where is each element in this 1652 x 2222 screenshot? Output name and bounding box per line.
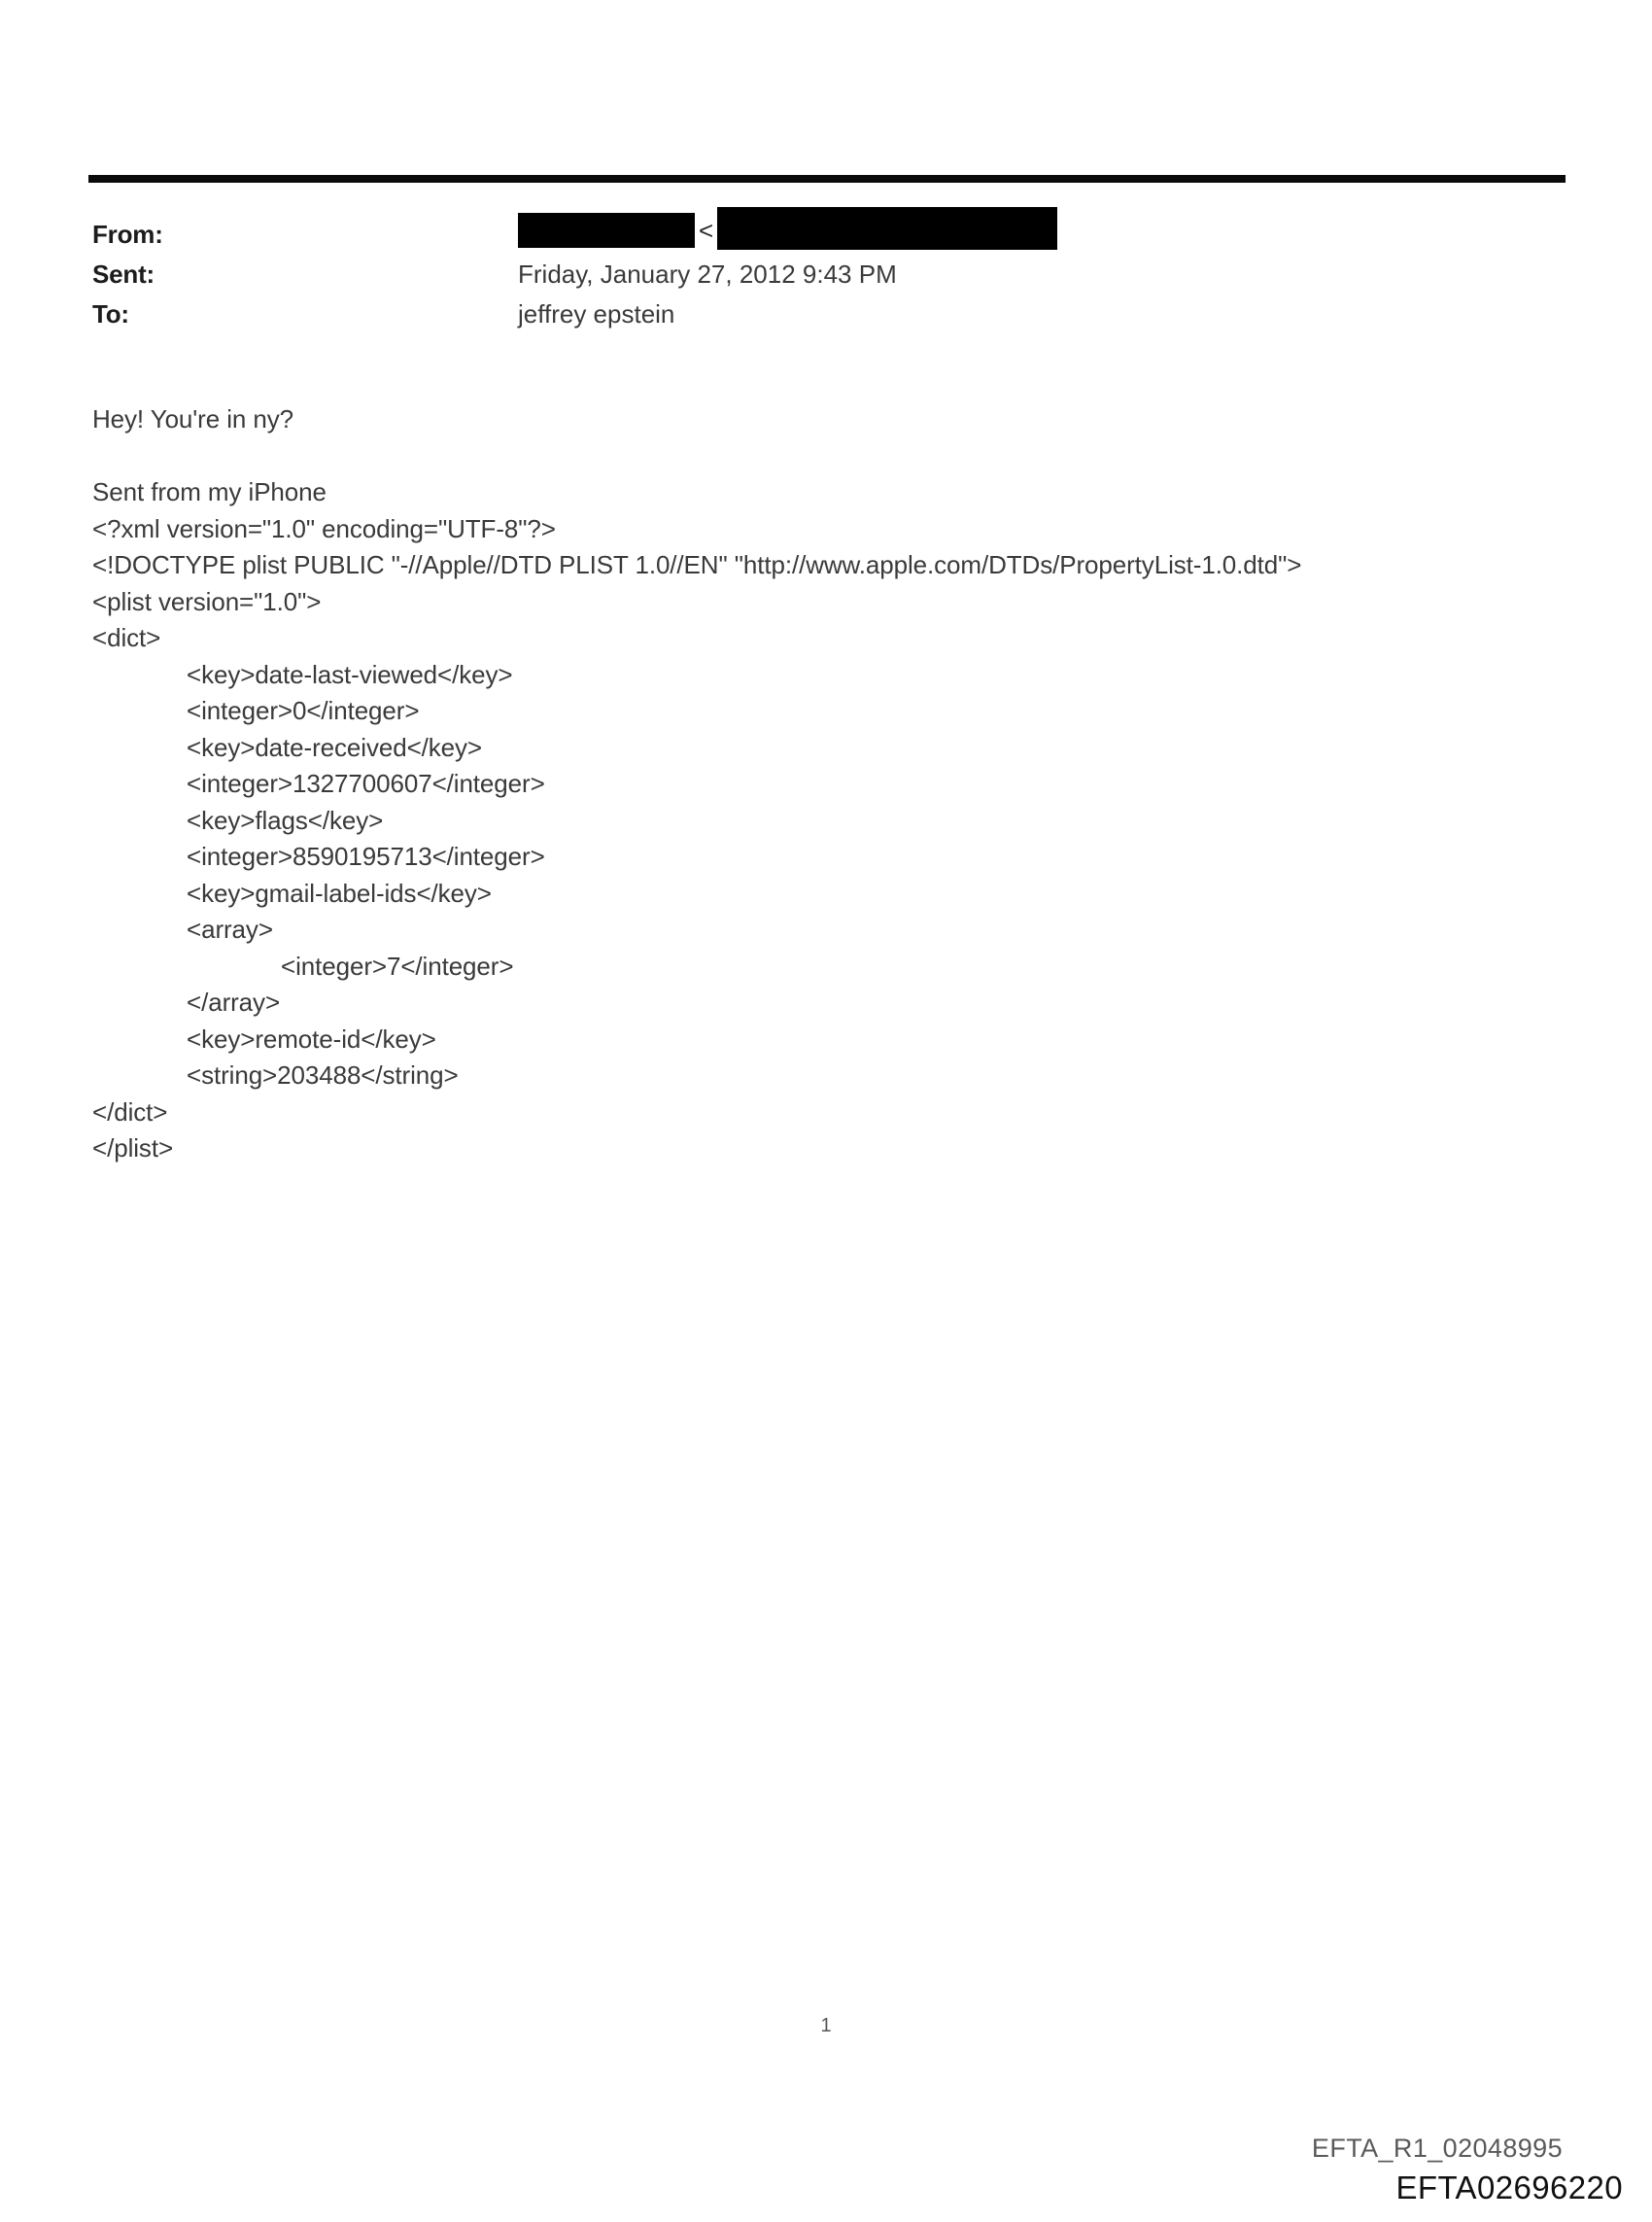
body-line: <key>flags</key> — [187, 805, 384, 835]
header-value-sent: Friday, January 27, 2012 9:43 PM — [518, 260, 897, 289]
body-line: <key>date-received</key> — [187, 732, 483, 762]
body-line: <!DOCTYPE plist PUBLIC "-//Apple//DTD PLIST 1.0//EN" "http://www.apple.com/DTDs/PropertyList-1.0.dtd"> — [92, 550, 1302, 579]
body-line: <key>remote-id</key> — [187, 1024, 436, 1054]
angle-bracket-open: < — [699, 216, 714, 245]
body-line: <plist version="1.0"> — [92, 586, 322, 616]
body-line: <string>203488</string> — [187, 1060, 459, 1090]
body-line: <dict> — [92, 623, 161, 652]
email-header-block — [92, 218, 1161, 337]
page-number: 1 — [820, 2015, 832, 2036]
bates-stamp-upper: EFTA_R1_02048995 — [1311, 2134, 1563, 2163]
body-line: <key>gmail-label-ids</key> — [187, 878, 492, 908]
redaction-bar-sender-email — [717, 207, 1057, 250]
body-line: <key>date-last-viewed</key> — [187, 659, 513, 689]
header-label-to: To: — [92, 299, 129, 329]
header-row-to — [92, 297, 1161, 337]
body-line: <integer>0</integer> — [187, 696, 420, 725]
email-body-block — [92, 401, 1501, 1167]
body-line: <array> — [187, 915, 273, 944]
header-row-sent — [92, 258, 1161, 297]
from-value-redacted — [518, 205, 1057, 252]
header-label-sent: Sent: — [92, 260, 155, 289]
body-line: <integer>8590195713</integer> — [187, 842, 545, 871]
body-line: </dict> — [92, 1096, 168, 1127]
bates-stamp-lower: EFTA02696220 — [1395, 2170, 1623, 2205]
body-line: </plist> — [92, 1133, 174, 1163]
header-label-from: From: — [92, 220, 163, 249]
body-line: <integer>1327700607</integer> — [187, 769, 545, 798]
header-value-to: jeffrey epstein — [518, 299, 675, 329]
header-row-from — [92, 218, 1161, 258]
body-line: Sent from my iPhone — [92, 477, 327, 506]
body-line: <?xml version="1.0" encoding="UTF-8"?> — [92, 513, 556, 543]
header-divider-rule — [88, 175, 1566, 183]
body-line: Hey! You're in ny? — [92, 404, 293, 434]
body-line-blank — [92, 438, 1501, 475]
body-line: </array> — [187, 988, 281, 1017]
body-line: <integer>7</integer> — [281, 951, 514, 981]
redaction-bar-sender-name — [518, 213, 695, 248]
